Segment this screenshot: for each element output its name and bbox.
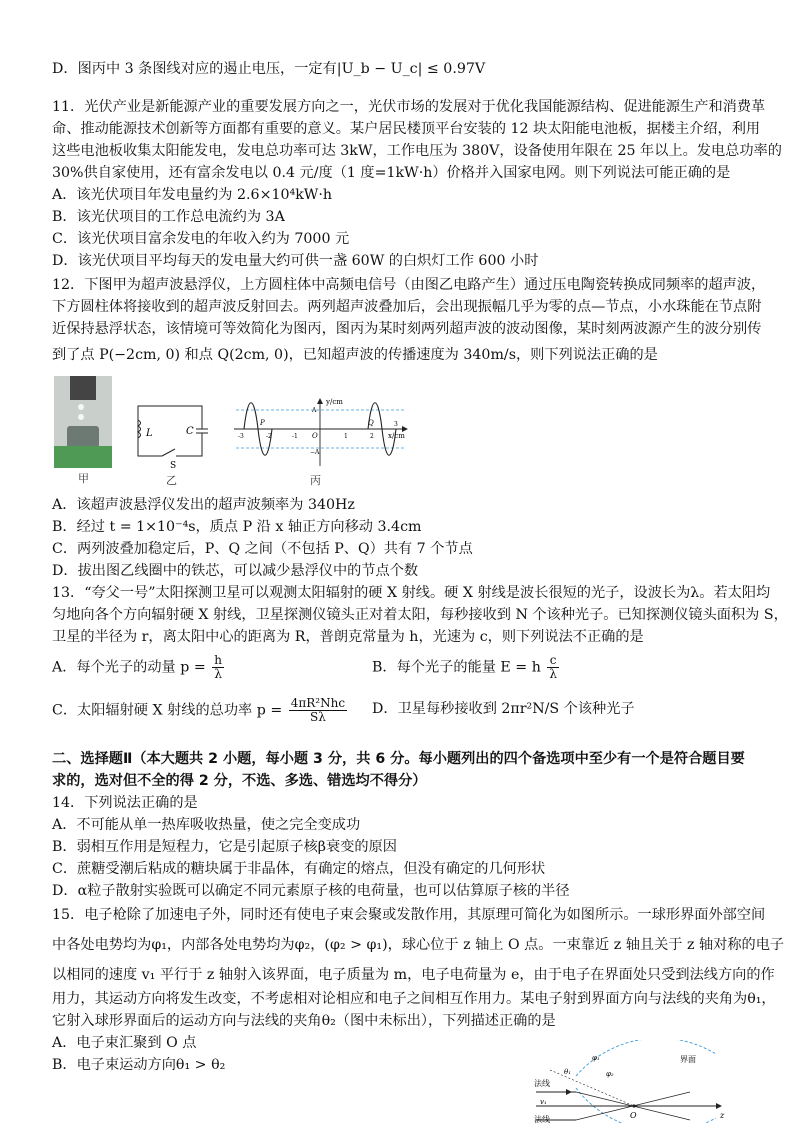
wave-graph xyxy=(230,396,410,470)
normal-label-top: 法线 xyxy=(534,1079,550,1088)
q11-stem-2: 命、推动能源技术创新等方面都有重要的意义。某户居民楼顶平台安装的 12 块太阳能电池板，据楼主介绍，利用 xyxy=(52,121,761,137)
interface-label: 界面 xyxy=(680,1055,696,1064)
q14-option-b: B．弱相互作用是短程力，它是引起原子核β衰变的原因 xyxy=(52,839,397,855)
q12-stem-4: 到了点 P(−2cm, 0) 和点 Q(2cm, 0)，已知超声波的传播速度为 340m/s，则下列说法正确的是 xyxy=(52,347,658,363)
q15-option-b: B．电子束运动方向θ₁ > θ₂ xyxy=(52,1057,226,1073)
q12-stem-1: 12．下图甲为超声波悬浮仪，上方圆柱体中高频电信号（由图乙电路产生）通过压电陶瓷转换成同频率的超声波， xyxy=(52,277,766,293)
fraction-power xyxy=(289,697,347,724)
label-S: S xyxy=(170,461,177,471)
q13-stem-1: 13．“夸父一号”太阳探测卫星可以观测太阳辐射的硬 X 射线。硬 X 射线是波长很短的光子，设波长为λ。若太阳均 xyxy=(52,585,771,601)
frac-a-den: λ xyxy=(214,667,222,681)
q12-option-a: A．该超声波悬浮仪发出的超声波频率为 340Hz xyxy=(52,497,355,513)
q12-option-d: D．拔出图乙线圈中的铁芯，可以减少悬浮仪中的节点个数 xyxy=(52,563,419,579)
levitator-photo xyxy=(54,376,112,468)
q14-option-c: C．蔗糖受潮后粘成的糖块属于非晶体，有确定的熔点，但没有确定的几何形状 xyxy=(52,861,546,877)
q15-stem-4: 用力，其运动方向将发生改变，不考虑相对论相应和电子之间相互作用力。某电子射到界面方向与法线的夹角为θ₁， xyxy=(52,991,776,1007)
z-axis-label: z xyxy=(720,1111,725,1120)
frac-c-num: 4πR²Nhc xyxy=(290,696,346,710)
spherical-interface-diagram xyxy=(530,1040,730,1123)
q14-option-d: D．α粒子散射实验既可以确定不同元素原子核的电荷量，也可以估算原子核的半径 xyxy=(52,883,570,899)
phi2-label: φ₂ xyxy=(606,1070,614,1078)
q12-stem-2: 下方圆柱体将接收到的超声波反射回去。两列超声波叠加后，会出现振幅几乎为零的点—节点，小水珠能在节点附 xyxy=(52,299,762,315)
q13-option-a-text: A．每个光子的动量 p = xyxy=(52,659,206,676)
q13-option-b xyxy=(372,654,561,681)
q15-stem-3: 以相同的速度 v₁ 平行于 z 轴射入该界面，电子质量为 m，电子电荷量为 e，由于电子在界面处只受到法线方向的作 xyxy=(52,967,775,983)
q14-option-a: A．不可能从单一热库吸收热量，使之完全变成功 xyxy=(52,817,361,833)
q12-option-c: C．两列波叠加稳定后，P、Q 之间（不包括 P、Q）共有 7 个节点 xyxy=(52,541,473,557)
q11-option-d: D．该光伏项目平均每天的发电量大约可供一盏 60W 的白炽灯工作 600 小时 xyxy=(52,253,539,269)
q13-stem-2: 匀地向各个方向辐射硬 X 射线，卫星探测仪镜头正对着太阳，每秒接收到 N 个该种光子。已知探测仪镜头面积为 S， xyxy=(52,607,788,623)
origin-label: O xyxy=(312,432,318,440)
lc-circuit-diagram xyxy=(130,398,210,474)
q13-option-a xyxy=(52,654,226,681)
x-tick-m1: -1 xyxy=(292,433,298,440)
x-tick-1: 1 xyxy=(344,433,348,440)
v1-label: v₁ xyxy=(540,1098,547,1106)
theta1-label: θ₁ xyxy=(564,1068,572,1076)
x-tick-2: 2 xyxy=(370,433,374,440)
frac-b-num: c xyxy=(547,654,559,668)
section-2-heading-1: 二、选择题Ⅱ（本大题共 2 小题，每小题 3 分，共 6 分。每小题列出的四个备选项中至少有一个是符合题目要 xyxy=(52,751,745,767)
q13-option-d: D．卫星每秒接收到 2πr²N/S 个该种光子 xyxy=(372,701,635,717)
label-yi: 乙 xyxy=(166,474,177,487)
y-tick-negA: −A xyxy=(310,449,320,456)
q11-option-b: B．该光伏项目的工作总电流约为 3A xyxy=(52,209,285,225)
q13-option-c xyxy=(52,697,349,724)
q11-stem-3: 这些电池板收集太阳能发电，发电总功率可达 3kW，工作电压为 380V，设备使用年限在 25 年以上。发电总功率的 xyxy=(52,143,782,159)
q12-stem-3: 近保持悬浮状态，该情境可等效简化为图丙，图丙为某时刻两列超声波的波动图像，某时刻两波源产生的波分别传 xyxy=(52,321,762,337)
q13-option-b-text: B．每个光子的能量 E = h xyxy=(372,659,541,676)
y-axis-label: y/cm xyxy=(326,398,343,406)
fraction-h-over-lambda xyxy=(212,654,224,681)
q13-option-c-text: C．太阳辐射硬 X 射线的总功率 p = xyxy=(52,702,283,719)
q11-option-a: A．该光伏项目年发电量约为 2.6×10⁴kW·h xyxy=(52,187,333,203)
normal-label-bottom: 法线 xyxy=(534,1115,550,1123)
label-bing: 丙 xyxy=(310,474,321,487)
q11-stem-1: 11．光伏产业是新能源产业的重要发展方向之一，光伏市场的发展对于优化我国能源结构、促进能源生产和消费革 xyxy=(52,99,766,115)
phi1-label: φ₁ xyxy=(592,1054,600,1062)
q14-stem: 14．下列说法正确的是 xyxy=(52,795,198,811)
q15-stem-2: 中各处电势均为φ₁，内部各处电势均为φ₂，(φ₂ > φ₁)，球心位于 z 轴上 O 点。一束靠近 z 轴且关于 z 轴对称的电子 xyxy=(52,937,785,953)
label-jia: 甲 xyxy=(78,472,89,485)
frac-b-den: λ xyxy=(549,667,557,681)
x-axis-label: x/cm xyxy=(388,432,405,440)
q13-stem-3: 卫星的半径为 r，离太阳中心的距离为 R，普朗克常量为 h，光速为 c，则下列说法不正确的是 xyxy=(52,629,644,645)
frac-c-den: Sλ xyxy=(309,710,326,724)
x-tick-3: 3 xyxy=(394,421,398,428)
label-C: C xyxy=(186,426,194,437)
frac-a-num: h xyxy=(214,653,222,667)
section-2-heading-2: 求的，选对但不全的得 2 分，不选、多选、错选均不得分） xyxy=(52,773,427,789)
q11-option-c: C．该光伏项目富余发电的年收入约为 7000 元 xyxy=(52,231,350,247)
fraction-c-over-lambda xyxy=(547,654,559,681)
q10-option-d: D．图丙中 3 条图线对应的遏止电压，一定有|U_b − U_c| ≤ 0.97V xyxy=(52,61,486,77)
q15-stem-5: 它射入球形界面后的运动方向与法线的夹角θ₂（图中未标出），下列描述正确的是 xyxy=(52,1013,556,1029)
q15-stem-1: 15．电子枪除了加速电子外，同时还有使电子束会聚或发散作用，其原理可简化为如图所示。一球形界面外部空间 xyxy=(52,907,766,923)
q12-option-b: B．经过 t = 1×10⁻⁴s，质点 P 沿 x 轴正方向移动 3.4cm xyxy=(52,519,422,535)
label-L: L xyxy=(146,428,153,439)
origin-O-label: O xyxy=(630,1111,637,1120)
q15-option-a: A．电子束汇聚到 O 点 xyxy=(52,1035,197,1051)
point-Q-label: Q xyxy=(368,419,374,427)
point-P-label: P xyxy=(260,419,265,427)
y-tick-A: A xyxy=(312,407,317,414)
q11-stem-4: 30%供自家使用，还有富余发电以 0.4 元/度（1 度=1kW·h）价格并入国家电网。则下列说法可能正确的是 xyxy=(52,165,731,181)
x-tick-m3: -3 xyxy=(238,433,244,440)
x-tick-m2: -2 xyxy=(266,433,272,440)
